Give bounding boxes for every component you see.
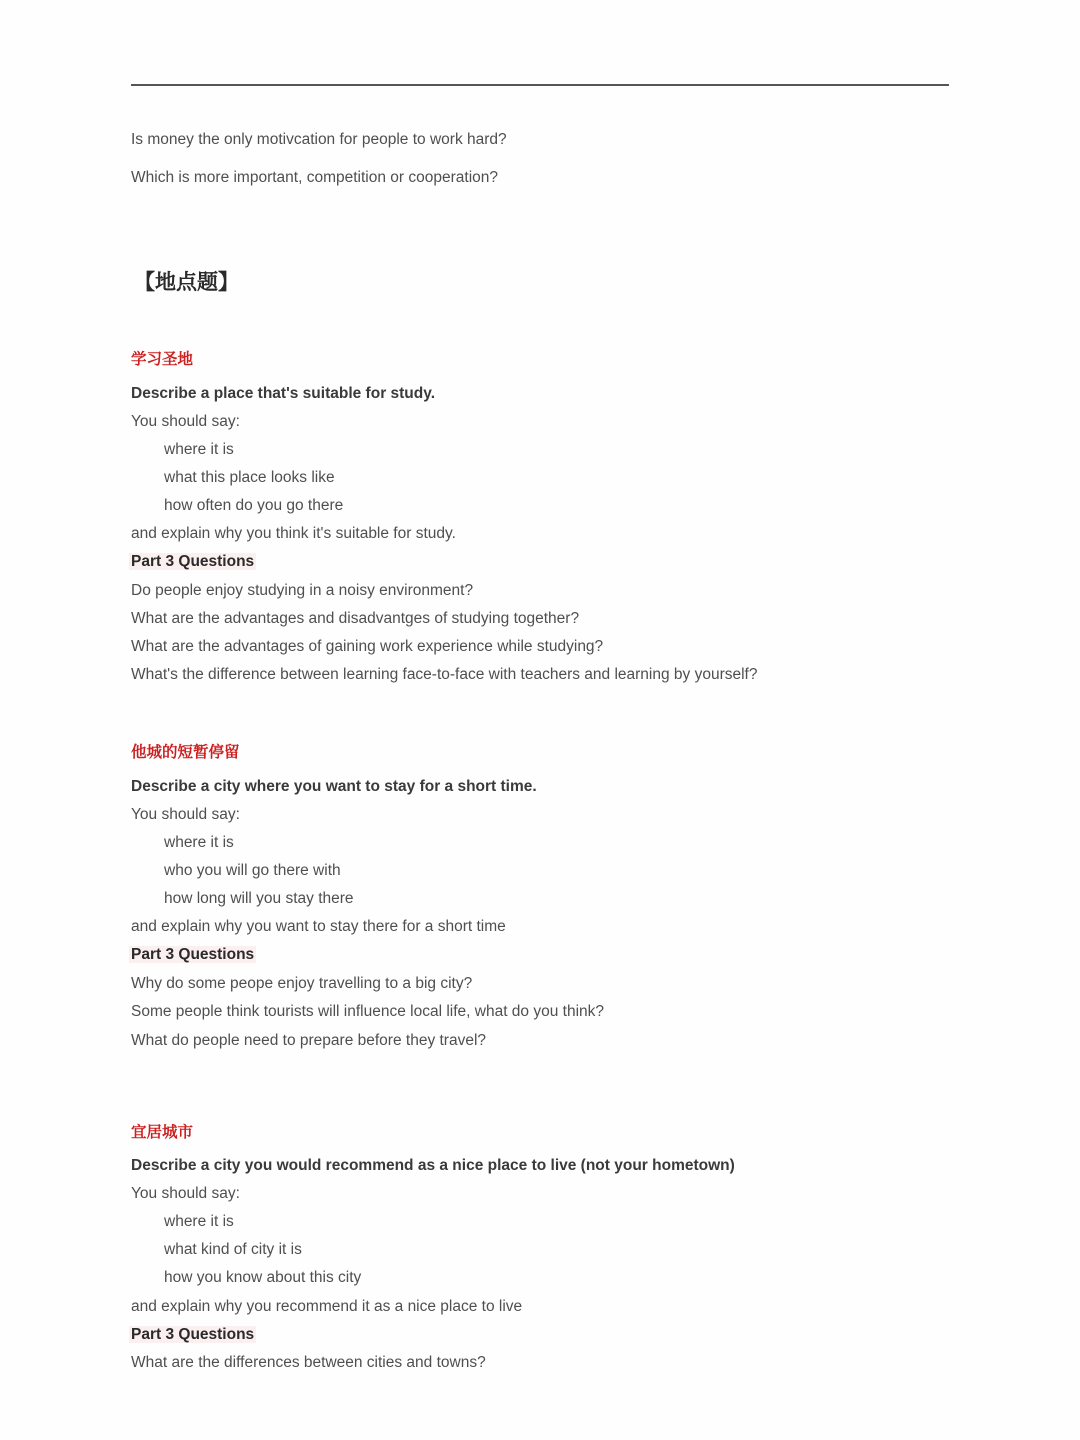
explain-line: and explain why you think it's suitable for study. [131, 525, 456, 542]
cue-point: who you will go there with [164, 862, 341, 879]
part3-label-row [131, 1325, 256, 1345]
part3-label: Part 3 Questions [131, 1326, 255, 1343]
cue-point: where it is [164, 441, 234, 458]
part3-question: What are the differences between cities and towns? [131, 1354, 486, 1371]
part3-question: What do people need to prepare before they travel? [131, 1032, 487, 1049]
topic-question: Describe a place that's suitable for study. [131, 385, 436, 402]
part3-question: Why do some peope enjoy travelling to a big city? [131, 975, 473, 992]
cue-point: where it is [164, 1213, 234, 1230]
topic-title: 学习圣地 [131, 350, 194, 368]
cue-point: how often do you go there [164, 497, 344, 514]
explain-line: and explain why you want to stay there for a short time [131, 918, 506, 935]
top-divider [131, 84, 949, 86]
part3-label: Part 3 Questions [131, 946, 255, 963]
topic-question: Describe a city where you want to stay for a short time. [131, 778, 537, 795]
intro-question: Is money the only motivcation for people to work hard? [131, 131, 507, 148]
topic-title: 他城的短暂停留 [131, 743, 240, 761]
intro-question: Which is more important, competition or cooperation? [131, 169, 498, 186]
topic-question: Describe a city you would recommend as a nice place to live (not your hometown) [131, 1157, 735, 1174]
part3-question: Some people think tourists will influence local life, what do you think? [131, 1003, 605, 1020]
part3-question: What are the advantages of gaining work experience while studying? [131, 638, 604, 655]
cue-point: what this place looks like [164, 469, 335, 486]
topic-title: 宜居城市 [131, 1123, 194, 1141]
part3-question: What are the advantages and disadvantges of studying together? [131, 610, 580, 627]
you-should-say: You should say: [131, 413, 240, 430]
part3-question: Do people enjoy studying in a noisy environment? [131, 582, 474, 599]
explain-line: and explain why you recommend it as a nice place to live [131, 1298, 523, 1315]
cue-point: where it is [164, 834, 234, 851]
part3-label-row [131, 945, 256, 965]
you-should-say: You should say: [131, 806, 240, 823]
part3-label-row [131, 552, 256, 572]
section-heading: 【地点题】 [134, 270, 239, 294]
cue-point: how you know about this city [164, 1269, 362, 1286]
cue-point: what kind of city it is [164, 1241, 302, 1258]
part3-question: What's the difference between learning face-to-face with teachers and learning by yourself? [131, 666, 758, 683]
cue-point: how long will you stay there [164, 890, 354, 907]
part3-label: Part 3 Questions [131, 553, 255, 570]
you-should-say: You should say: [131, 1185, 240, 1202]
